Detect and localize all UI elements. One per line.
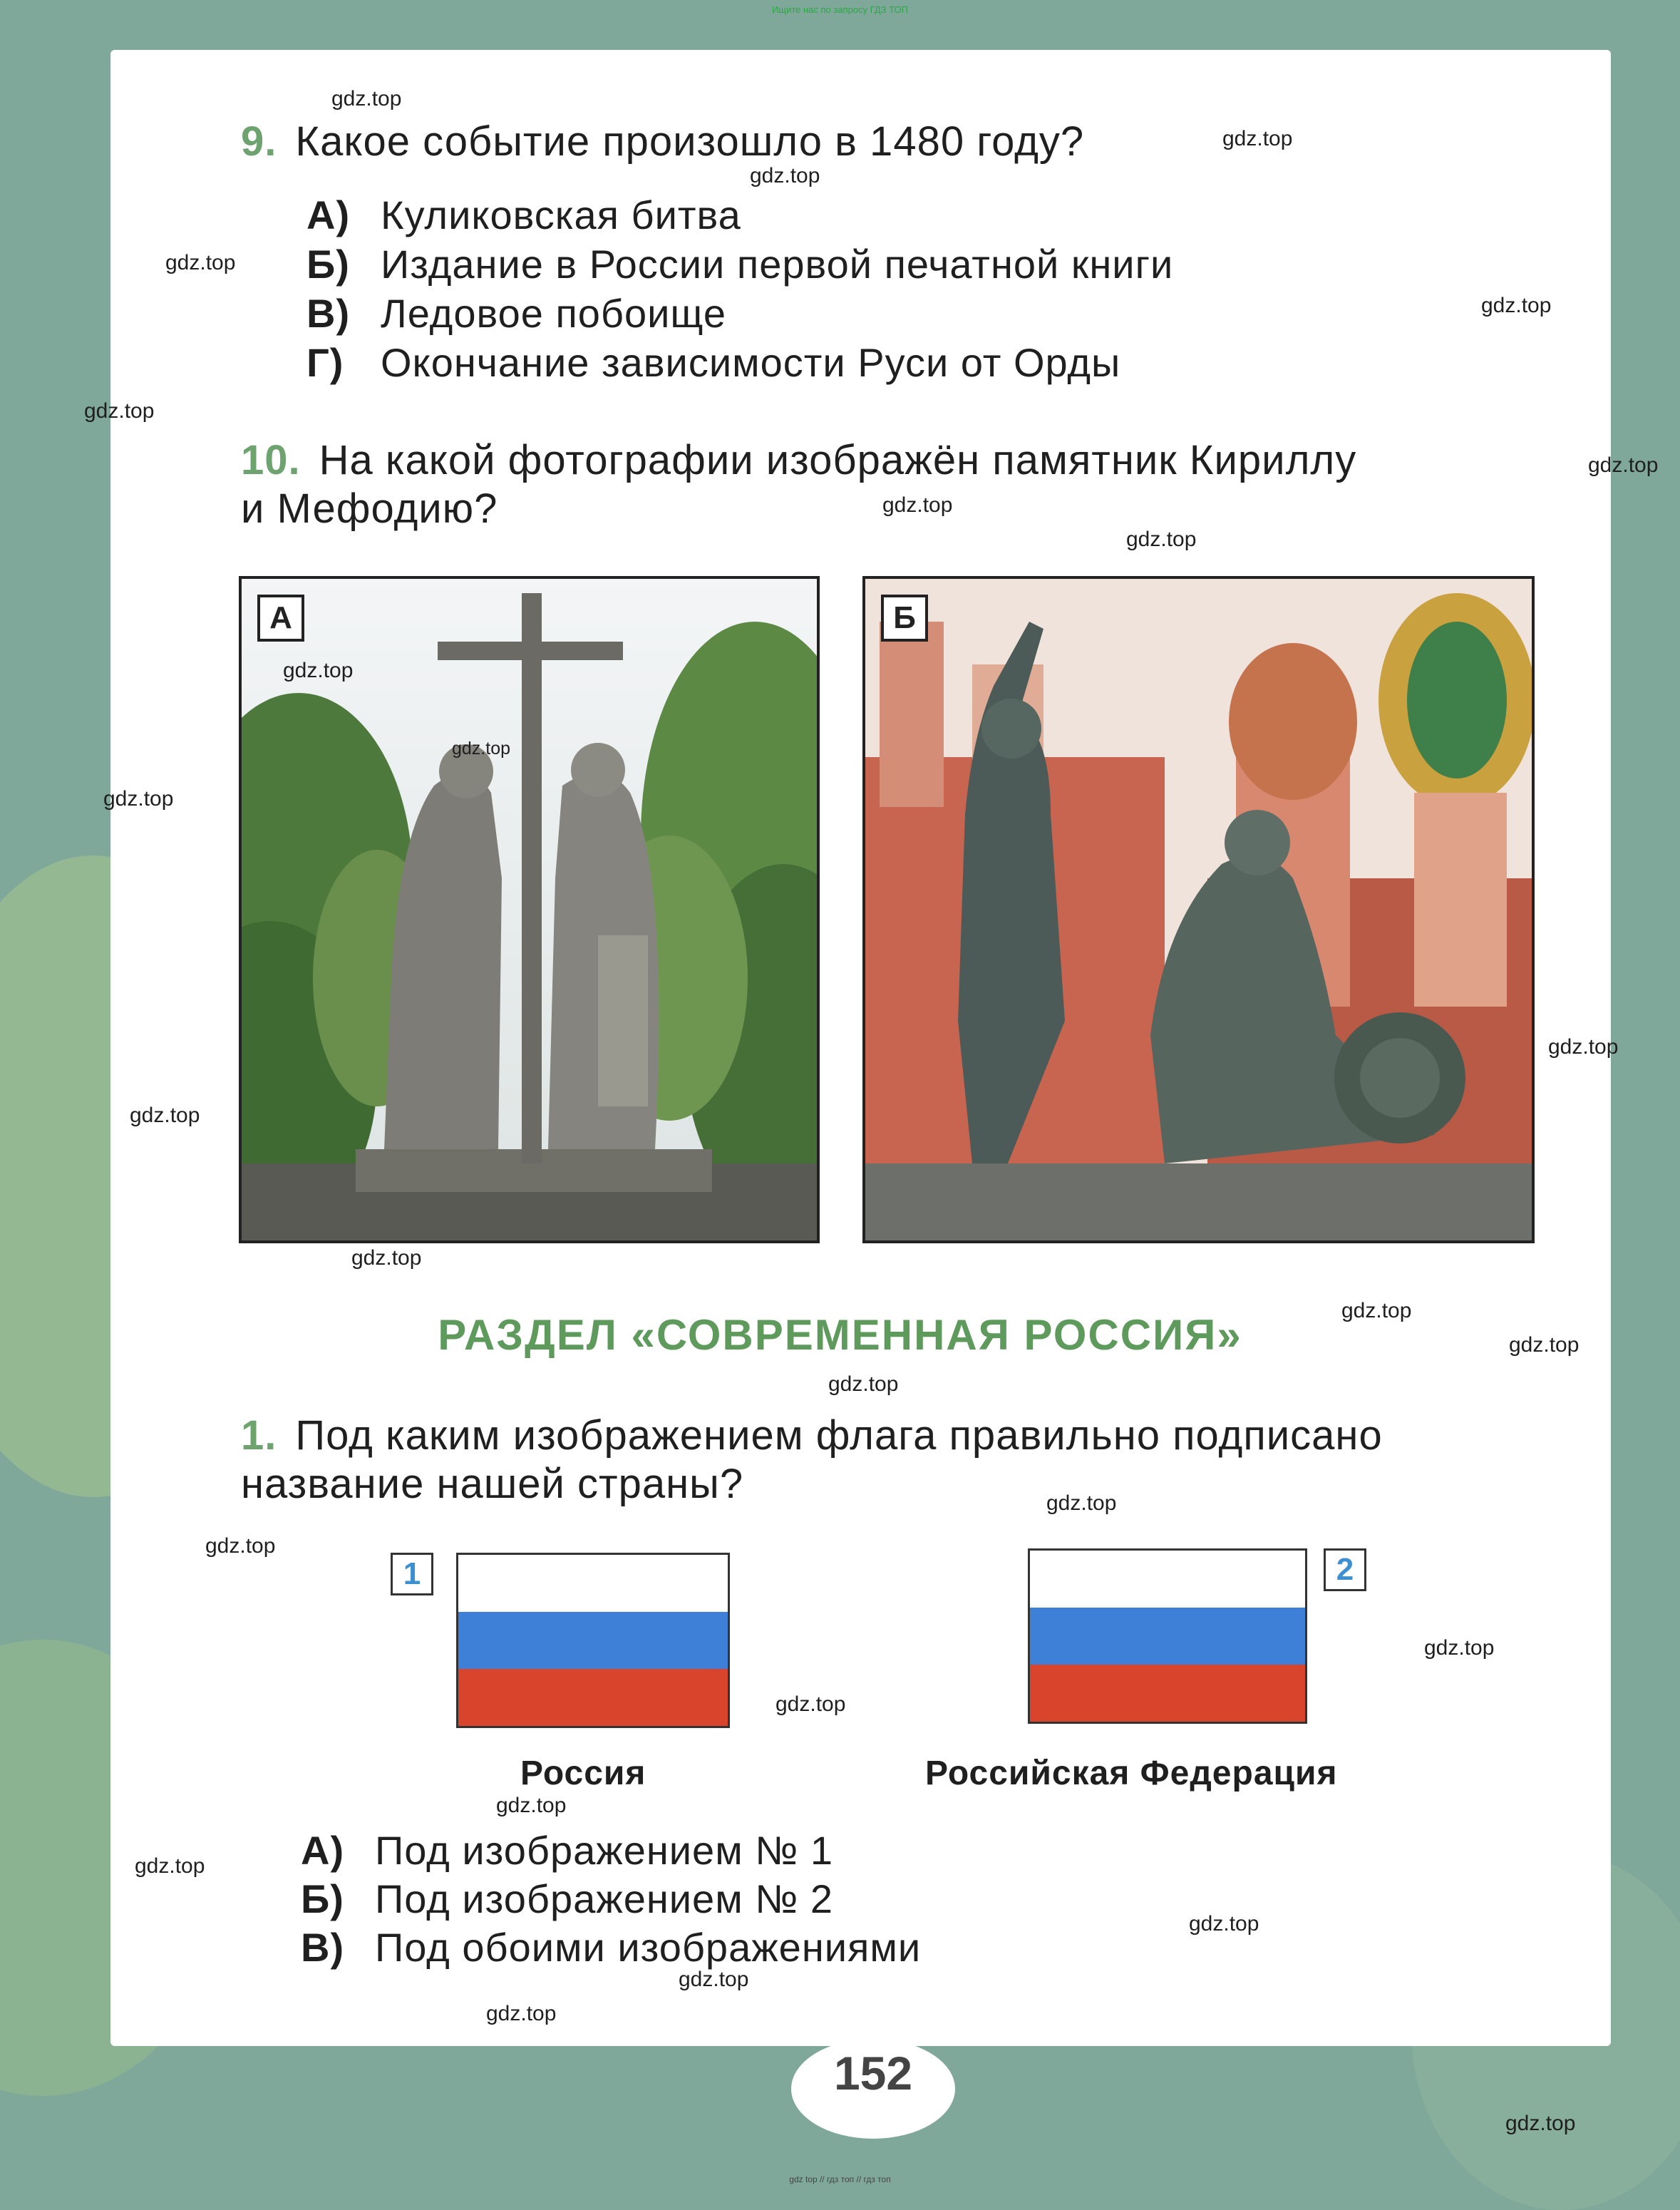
question-text: Под каким изображением флага правильно подписано (295, 1412, 1383, 1459)
option-letter: В) (301, 1925, 345, 1970)
section-title: РАЗДЕЛ «СОВРЕМЕННАЯ РОССИЯ» (438, 1311, 1242, 1359)
flag-stripe-red (1030, 1665, 1305, 1722)
watermark: gdz.top (331, 87, 402, 110)
page-number: 152 (791, 2039, 955, 2139)
option-letter: А) (301, 1828, 345, 1873)
flag-caption: Россия (520, 1754, 646, 1792)
option-text: Под изображением № 1 (375, 1828, 834, 1873)
flag-stripe-blue (458, 1612, 728, 1669)
option-text: Издание в России первой печатной книги (381, 242, 1174, 287)
question-10 (241, 436, 1538, 533)
option-text: Окончание зависимости Руси от Орды (381, 340, 1121, 385)
option-text: Под обоими изображениями (375, 1925, 922, 1970)
question-text-line2: название нашей страны? (241, 1461, 744, 1507)
question-number: 9. (241, 118, 277, 165)
watermark: gdz.top (1481, 294, 1552, 317)
question-1 (241, 1412, 1538, 1509)
option-letter: Б) (306, 242, 350, 287)
watermark: gdz.top (130, 1104, 200, 1127)
watermark: gdz.top (135, 1854, 205, 1878)
flag-number-badge: 1 (391, 1553, 433, 1595)
question-9 (241, 118, 1084, 166)
watermark: gdz.top (283, 659, 354, 682)
photo-b[interactable] (862, 576, 1535, 1243)
flag-image[interactable] (1028, 1548, 1307, 1724)
flag-number-badge: 2 (1324, 1548, 1366, 1591)
answer-option[interactable] (301, 1826, 833, 1875)
answer-option[interactable] (301, 1923, 921, 1972)
answer-option[interactable] (306, 240, 1173, 289)
watermark: gdz.top (1222, 127, 1293, 150)
watermark: gdz.top (1588, 453, 1659, 477)
watermark: gdz.top (750, 164, 820, 187)
watermark: gdz.top (1046, 1491, 1117, 1515)
option-text: Под изображением № 2 (375, 1876, 834, 1921)
option-letter: Б) (301, 1876, 344, 1921)
watermark: gdz.top (103, 787, 174, 811)
watermark: gdz.top (165, 251, 236, 274)
watermark: gdz.top (679, 1968, 749, 1991)
answer-option[interactable] (306, 339, 1120, 387)
flag-image[interactable] (456, 1553, 730, 1728)
photo-label: Б (881, 595, 928, 642)
watermark: gdz.top (882, 493, 953, 517)
flag-stripe-red (458, 1669, 728, 1726)
option-text: Ледовое побоище (381, 291, 727, 336)
question-text: Какое событие произошло в 1480 году? (295, 118, 1085, 165)
question-number: 1. (241, 1412, 277, 1459)
flag-stripe-white (458, 1555, 728, 1612)
watermark: gdz.top (1424, 1636, 1495, 1660)
monument-minin-pozharsky-image (865, 579, 1532, 1240)
watermark: gdz.top (1126, 528, 1197, 551)
flag-stripe-white (1030, 1551, 1305, 1608)
option-letter: Г) (306, 340, 344, 385)
watermark: gdz.top (496, 1794, 567, 1817)
top-note: Ищите нас по запросу ГДЗ ТОП (772, 4, 908, 15)
question-text-line2: и Мефодию? (241, 485, 498, 532)
watermark: gdz.top (84, 399, 155, 423)
flag-caption: Российская Федерация (925, 1754, 1338, 1792)
watermark: gdz.top (1341, 1299, 1412, 1322)
watermark: gdz.top (1505, 2112, 1576, 2135)
watermark: gdz.top (775, 1692, 846, 1716)
watermark: gdz.top (828, 1372, 899, 1396)
question-text: На какой фотографии изображён памятник Кириллу (319, 437, 1357, 483)
watermark: gdz.top (1189, 1912, 1259, 1936)
watermark: gdz.top (1509, 1333, 1579, 1357)
watermark: gdz.top (351, 1246, 422, 1270)
option-text: Куликовская битва (381, 192, 741, 237)
bottom-note: gdz top // гдз топ // гдз топ (789, 2174, 891, 2184)
option-letter: А) (306, 192, 351, 237)
watermark: gdz.top (1548, 1035, 1619, 1059)
answer-option[interactable] (301, 1875, 833, 1923)
watermark: gdz.top (452, 739, 511, 759)
option-letter: В) (306, 291, 351, 336)
photo-label: А (257, 595, 304, 642)
flag-stripe-blue (1030, 1608, 1305, 1665)
question-number: 10. (241, 437, 301, 483)
answer-option[interactable] (306, 191, 741, 240)
watermark: gdz.top (205, 1534, 276, 1558)
answer-option[interactable] (306, 289, 726, 338)
watermark: gdz.top (486, 2002, 557, 2025)
